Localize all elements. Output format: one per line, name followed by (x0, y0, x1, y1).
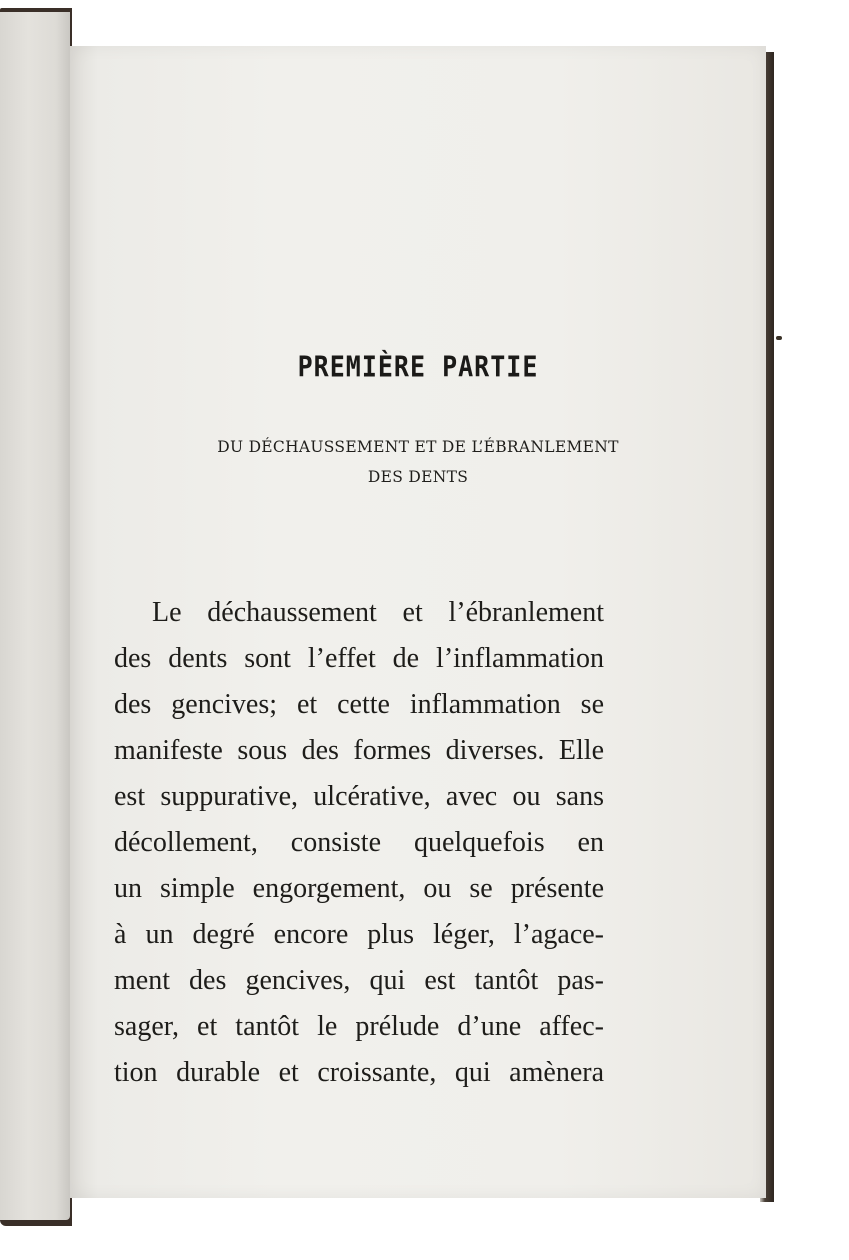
chapter-subtitle-line-2: DES DENTS (367, 468, 469, 486)
body-line: sager, et tantôt le prélude d’une affec- (114, 1011, 604, 1042)
book-page (70, 46, 766, 1198)
section-title: PREMIÈRE PARTIE (297, 349, 539, 384)
left-page-edge (0, 12, 70, 1220)
chapter-subtitle-line-1: DU DÉCHAUSSEMENT ET DE L’ÉBRANLEMENT (217, 438, 619, 456)
body-line: est suppurative, ulcérative, avec ou sans (114, 781, 604, 812)
body-line: ment des gencives, qui est tantôt pas- (114, 965, 604, 996)
body-line: des dents sont l’effet de l’inflammation (114, 643, 604, 674)
body-line: tion durable et croissante, qui amènera (114, 1057, 604, 1088)
body-line: Le déchaussement et l’ébranlement (152, 597, 604, 628)
body-line: un simple engorgement, ou se présente (114, 873, 604, 904)
body-line: à un degré encore plus léger, l’agace- (114, 919, 604, 950)
ink-speck (776, 336, 782, 340)
body-paragraph (114, 590, 604, 1096)
body-line: décollement, consiste quelquefois en (114, 827, 604, 858)
body-line: des gencives; et cette inflammation se (114, 689, 604, 720)
left-page-mark (60, 572, 68, 582)
page-content (70, 46, 766, 1198)
body-line: manifeste sous des formes diverses. Elle (114, 735, 604, 766)
